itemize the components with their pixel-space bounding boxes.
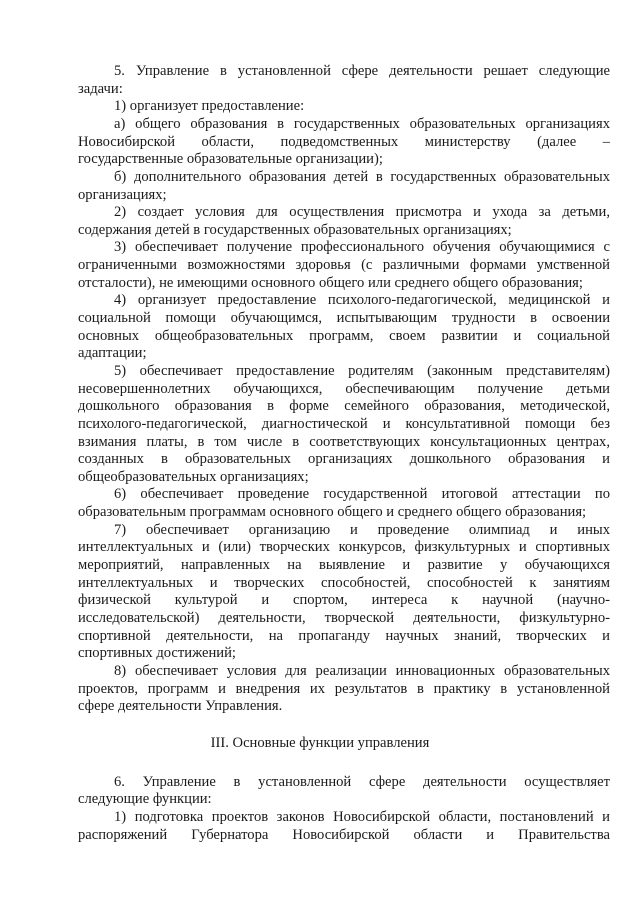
text-line: 7) обеспечивает организацию и проведение олимпиад и иных [114, 522, 610, 538]
text-line: организациях; [78, 187, 167, 203]
text-line: 5. Управление в установленной сфере деятельности решает следующие [114, 63, 610, 79]
text-line: ограниченными возможностями здоровья (с различными формами умственной [78, 257, 610, 273]
text-line: 4) организует предоставление психолого-педагогической, медицинской и [114, 292, 610, 308]
text-line: 6) обеспечивает проведение государственной итоговой аттестации по [114, 486, 610, 502]
text-line: образовательным программам основного общего и среднего общего образования; [78, 504, 587, 520]
text-line: а) общего образования в государственных образовательных организациях [114, 116, 610, 132]
text-line: несовершеннолетних обучающихся, обеспечивающим получение детьми [78, 381, 610, 397]
text-line: общеобразовательных организациях; [78, 469, 309, 485]
text-line: адаптации; [78, 345, 147, 361]
text-line: дошкольного образования в форме семейного образования, методической, [78, 398, 610, 414]
text-line: следующие функции: [78, 791, 212, 807]
text-line: мероприятий, направленных на выявление и развитие у обучающихся [78, 557, 610, 573]
text-line: физической культурой и спортом, интереса к научной (научно- [78, 592, 610, 608]
text-line: исследовательской) деятельности, творческой деятельности, физкультурно- [78, 610, 610, 626]
text-line: 3) обеспечивает получение профессионального обучения обучающимися с [114, 239, 610, 255]
text-line: проектов, программ и внедрения их результатов в практику в установленной [78, 681, 610, 697]
text-line: интеллектуальных и творческих способностей, способностей к занятиям [78, 575, 610, 591]
text-line: задачи: [78, 81, 123, 97]
text-line: б) дополнительного образования детей в государственных образовательных [114, 169, 610, 185]
text-line: спортивной деятельности, на пропаганду научных знаний, творческих и [78, 628, 610, 644]
text-line: сфере деятельности Управления. [78, 698, 283, 714]
text-line: 1) подготовка проектов законов Новосибирской области, постановлений и [114, 809, 610, 825]
text-line: 5) обеспечивает предоставление родителям (законным представителям) [114, 363, 610, 379]
section-heading: III. Основные функции управления [210, 735, 430, 751]
text-line: психолого-педагогической, диагностической и консультативной помощи без [78, 416, 610, 432]
text-line: интеллектуальных и (или) творческих конкурсов, физкультурных и спортивных [78, 539, 610, 555]
text-line: Новосибирской области, подведомственных министерству (далее – [78, 134, 610, 150]
text-line: содержания детей в государственных образовательных организациях; [78, 222, 512, 238]
text-line: отсталости), не имеющими основного общего или среднего общего образования; [78, 275, 583, 291]
text-line: 1) организует предоставление: [114, 98, 305, 114]
text-line: 6. Управление в установленной сфере деятельности осуществляет [114, 774, 610, 790]
text-line: распоряжений Губернатора Новосибирской области и Правительства [78, 827, 610, 843]
text-line: спортивных достижений; [78, 645, 236, 661]
text-line: созданных в образовательных организациях дошкольного образования и [78, 451, 610, 467]
text-line: 2) создает условия для осуществления присмотра и ухода за детьми, [114, 204, 610, 220]
text-line: взимания платы, в том числе в соответствующих консультационных центрах, [78, 434, 610, 450]
text-line: 8) обеспечивает условия для реализации инновационных образовательных [114, 663, 610, 679]
text-line: государственные образовательные организации); [78, 151, 383, 167]
text-line: основных общеобразовательных программ, своем развитии и социальной [78, 328, 610, 344]
text-line: социальной помощи обучающимся, испытывающим трудности в освоении [78, 310, 610, 326]
